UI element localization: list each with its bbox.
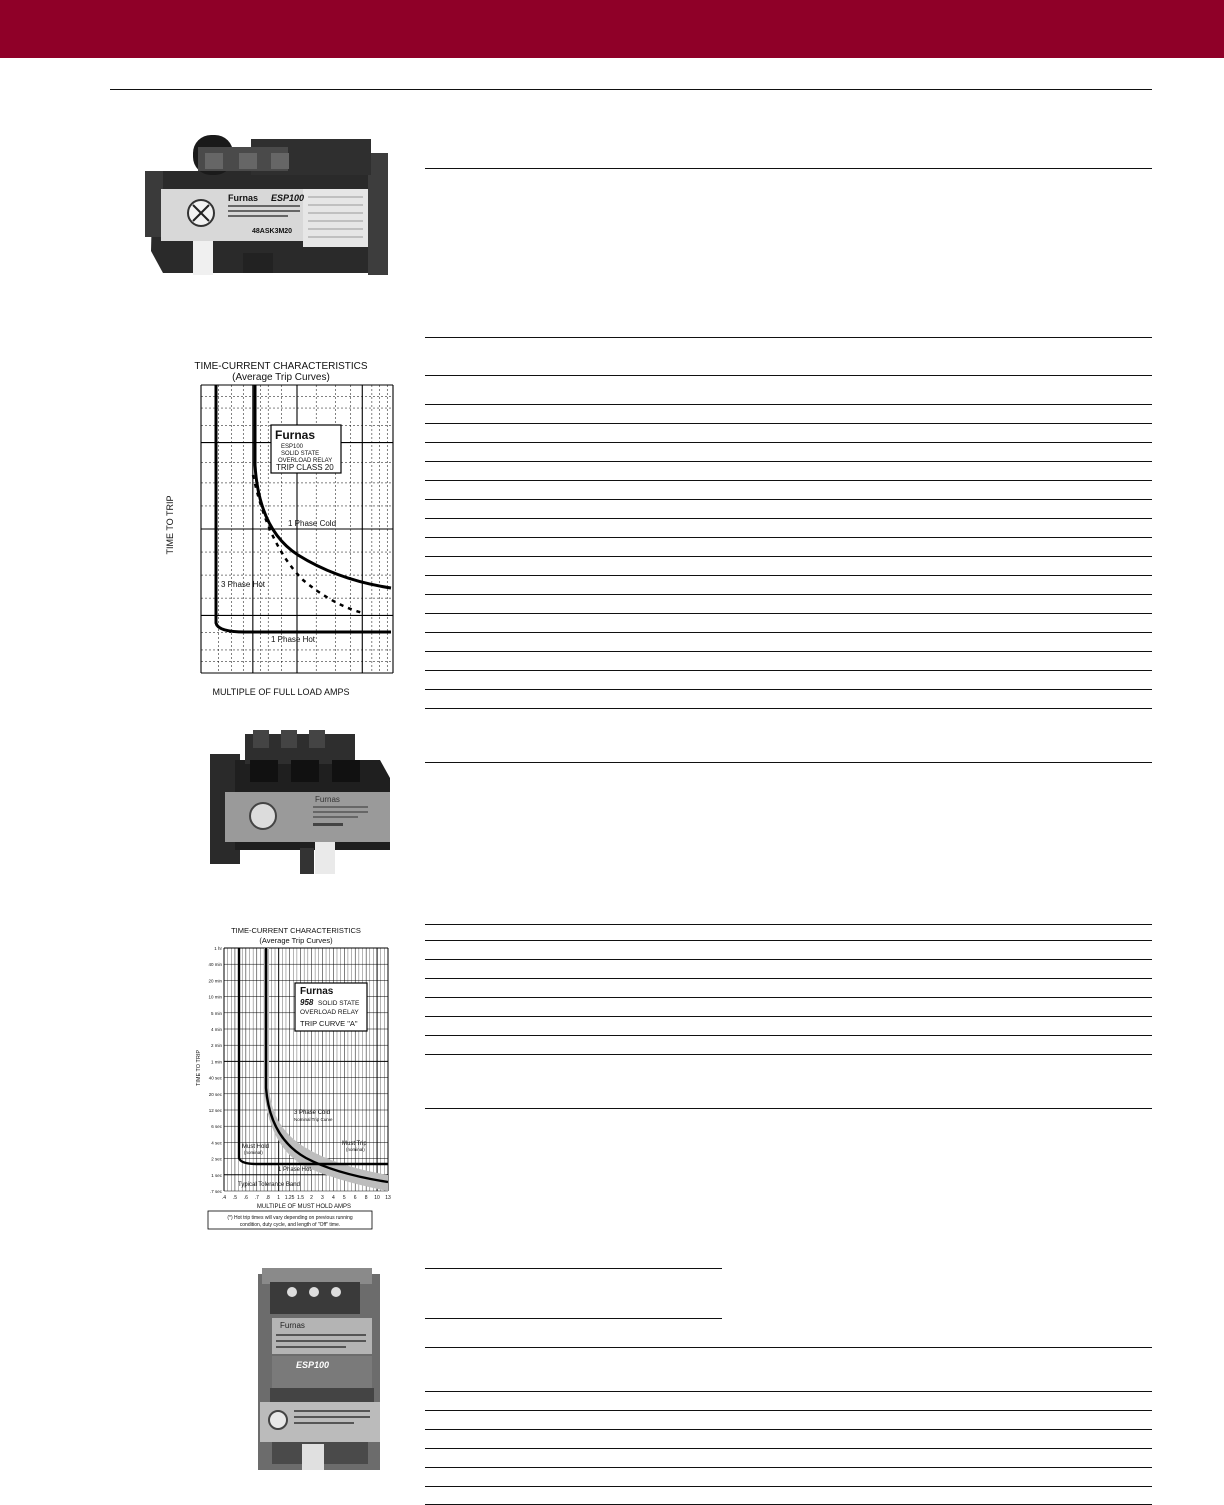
table-rule xyxy=(425,924,1152,925)
table-rule xyxy=(425,959,1152,960)
x-tick-label: 8 xyxy=(364,1195,368,1201)
annotation-nominal-trip-curve: Nominal Trip Curve xyxy=(294,1117,333,1122)
chart-title: TIME-CURRENT CHARACTERISTICS xyxy=(194,361,368,372)
legend-line-2: 958 xyxy=(300,998,314,1007)
trip-curve-chart-958 xyxy=(196,923,396,1233)
y-tick-label: 40 sec xyxy=(208,1075,222,1081)
table-rule xyxy=(425,575,1152,576)
x-tick-labels xyxy=(222,1195,391,1201)
table-rule xyxy=(425,442,1152,443)
table-rule xyxy=(425,1054,1152,1055)
chart-xlabel: MULTIPLE OF MUST HOLD AMPS xyxy=(256,1204,352,1210)
table-rule xyxy=(425,556,1152,557)
y-tick-label: 10 min xyxy=(208,994,222,1000)
x-tick-label: 10 xyxy=(374,1195,380,1201)
chart-subtitle: (Average Trip Curves) xyxy=(259,936,333,945)
trip-curve-chart-esp100 xyxy=(163,355,398,700)
y-tick-label: 12 sec xyxy=(208,1108,222,1113)
x-tick-label: 6 xyxy=(353,1195,357,1201)
table-rule xyxy=(425,1467,1152,1468)
x-tick-label: 1.5 xyxy=(297,1195,305,1201)
y-tick-label: 4 sec xyxy=(211,1140,222,1146)
legend-line-3: SOLID STATE xyxy=(318,1000,360,1007)
photo-brand: Furnas xyxy=(280,1321,305,1330)
chart-footnote-line-2: condition, duty cycle, and length of "Off" time. xyxy=(239,1222,341,1228)
annotation-must-trip: Must Trip xyxy=(342,1141,367,1147)
x-tick-label: 4 xyxy=(331,1195,335,1201)
annotation-must-hold: Must Hold xyxy=(242,1144,270,1150)
x-tick-label: .5 xyxy=(232,1195,238,1201)
chart-title: TIME-CURRENT CHARACTERISTICS xyxy=(231,926,361,935)
table-rule xyxy=(425,594,1152,595)
table-rule xyxy=(425,708,1152,709)
legend-line-1: Furnas xyxy=(275,428,316,442)
table-rule xyxy=(425,423,1152,424)
legend-line-4: OVERLOAD RELAY xyxy=(300,1009,359,1016)
relay-958-photo xyxy=(205,730,395,880)
legend-line-3: SOLID STATE xyxy=(281,451,320,457)
table-rule xyxy=(425,537,1152,538)
x-tick-label: 1.25 xyxy=(284,1195,295,1201)
y-tick-label: 20 min xyxy=(208,978,222,984)
table-rule xyxy=(425,1410,1152,1411)
table-rule xyxy=(425,613,1152,614)
y-tick-label: 5 min xyxy=(210,1010,222,1016)
curve-1-phase-hot xyxy=(216,385,391,632)
y-tick-label: 1 hr xyxy=(214,946,222,951)
photo-catalog: 48ASK3M20 xyxy=(252,228,293,235)
photo-brand: Furnas xyxy=(315,795,340,804)
table-rule xyxy=(425,480,1152,481)
table-rule xyxy=(425,1318,722,1319)
table-rule xyxy=(425,940,1152,941)
y-tick-label: 2 sec xyxy=(211,1156,222,1162)
table-rule xyxy=(425,1108,1152,1109)
legend-line-5: TRIP CLASS 20 xyxy=(276,463,334,472)
x-tick-label: .6 xyxy=(243,1195,248,1201)
header-banner xyxy=(0,0,1224,58)
series-label-3-phase-hot: 3 Phase Hot xyxy=(221,580,266,589)
x-tick-label: 3 xyxy=(321,1195,324,1201)
table-rule xyxy=(425,1347,1152,1348)
chart-xlabel: MULTIPLE OF FULL LOAD AMPS xyxy=(212,687,350,697)
annotation-1-phase-hot: 1 Phase Hot xyxy=(278,1167,312,1173)
y-tick-label: .7 sec xyxy=(209,1189,222,1194)
table-rule xyxy=(425,1016,1152,1017)
y-tick-label: 2 min xyxy=(210,1043,222,1049)
table-rule xyxy=(425,404,1152,405)
x-tick-label: 2 xyxy=(310,1195,313,1201)
starter-photo xyxy=(252,1268,387,1473)
table-rule xyxy=(425,1486,1152,1487)
legend-line-2: ESP100 xyxy=(281,444,304,450)
x-tick-label: 13 xyxy=(385,1195,391,1201)
photo-brand: Furnas xyxy=(228,193,259,203)
table-rule xyxy=(425,1391,1152,1392)
table-rule xyxy=(425,461,1152,462)
table-rule xyxy=(425,1448,1152,1449)
annotation-must-hold-nominal: (nominal) xyxy=(244,1150,263,1155)
annotation-tolerance-band: Typical Tolerance Band xyxy=(238,1182,300,1188)
curve-1-phase-cold xyxy=(255,385,391,588)
y-tick-label: 40 min xyxy=(208,962,222,968)
x-tick-label: .4 xyxy=(221,1195,227,1201)
chart-ylabel: TIME TO TRIP xyxy=(196,1049,202,1087)
x-tick-label: .7 xyxy=(254,1195,259,1201)
table-rule xyxy=(425,1268,722,1269)
curve-3-phase-hot xyxy=(253,475,363,613)
y-tick-label: 6 sec xyxy=(211,1124,222,1130)
table-rule xyxy=(425,632,1152,633)
esp100-relay-photo xyxy=(143,133,388,283)
table-rule xyxy=(425,762,1152,763)
series-label-1-phase-hot: 1 Phase Hot xyxy=(271,635,316,644)
table-rule xyxy=(425,670,1152,671)
y-tick-labels xyxy=(208,946,222,1194)
chart-ylabel: TIME TO TRIP xyxy=(165,495,175,555)
y-tick-label: 4 min xyxy=(210,1027,222,1032)
x-tick-label: 5 xyxy=(342,1195,346,1201)
y-tick-label: 20 sec xyxy=(208,1091,222,1097)
annotation-3-phase-cold: 3 Phase Cold xyxy=(294,1110,331,1116)
legend-line-4: OVERLOAD RELAY xyxy=(278,458,333,464)
table-rule xyxy=(425,1035,1152,1036)
chart-footnote-line-1: (*) Hot trip times will vary depending on previous running xyxy=(227,1215,353,1221)
legend-line-5: TRIP CURVE "A" xyxy=(300,1019,358,1028)
table-rule xyxy=(425,689,1152,690)
annotation-must-trip-nominal: (nominal) xyxy=(346,1147,365,1152)
x-tick-label: 1 xyxy=(277,1195,281,1201)
table-rule xyxy=(425,337,1152,338)
table-rule xyxy=(425,375,1152,376)
table-rule xyxy=(425,978,1152,979)
table-rule xyxy=(425,499,1152,500)
table-rule xyxy=(425,997,1152,998)
legend-line-1: Furnas xyxy=(300,986,334,997)
y-tick-label: 1 sec xyxy=(211,1172,222,1178)
y-tick-label: 1 min xyxy=(210,1059,222,1065)
photo-model: ESP100 xyxy=(271,193,305,203)
table-rule xyxy=(425,518,1152,519)
table-rule xyxy=(425,651,1152,652)
table-rule xyxy=(425,168,1152,169)
header-rule xyxy=(110,89,1152,90)
table-rule xyxy=(425,1429,1152,1430)
chart-subtitle: (Average Trip Curves) xyxy=(232,372,330,383)
x-tick-label: .8 xyxy=(265,1195,270,1201)
photo-model: ESP100 xyxy=(296,1360,330,1370)
series-label-1-phase-cold: 1 Phase Cold xyxy=(288,519,337,528)
